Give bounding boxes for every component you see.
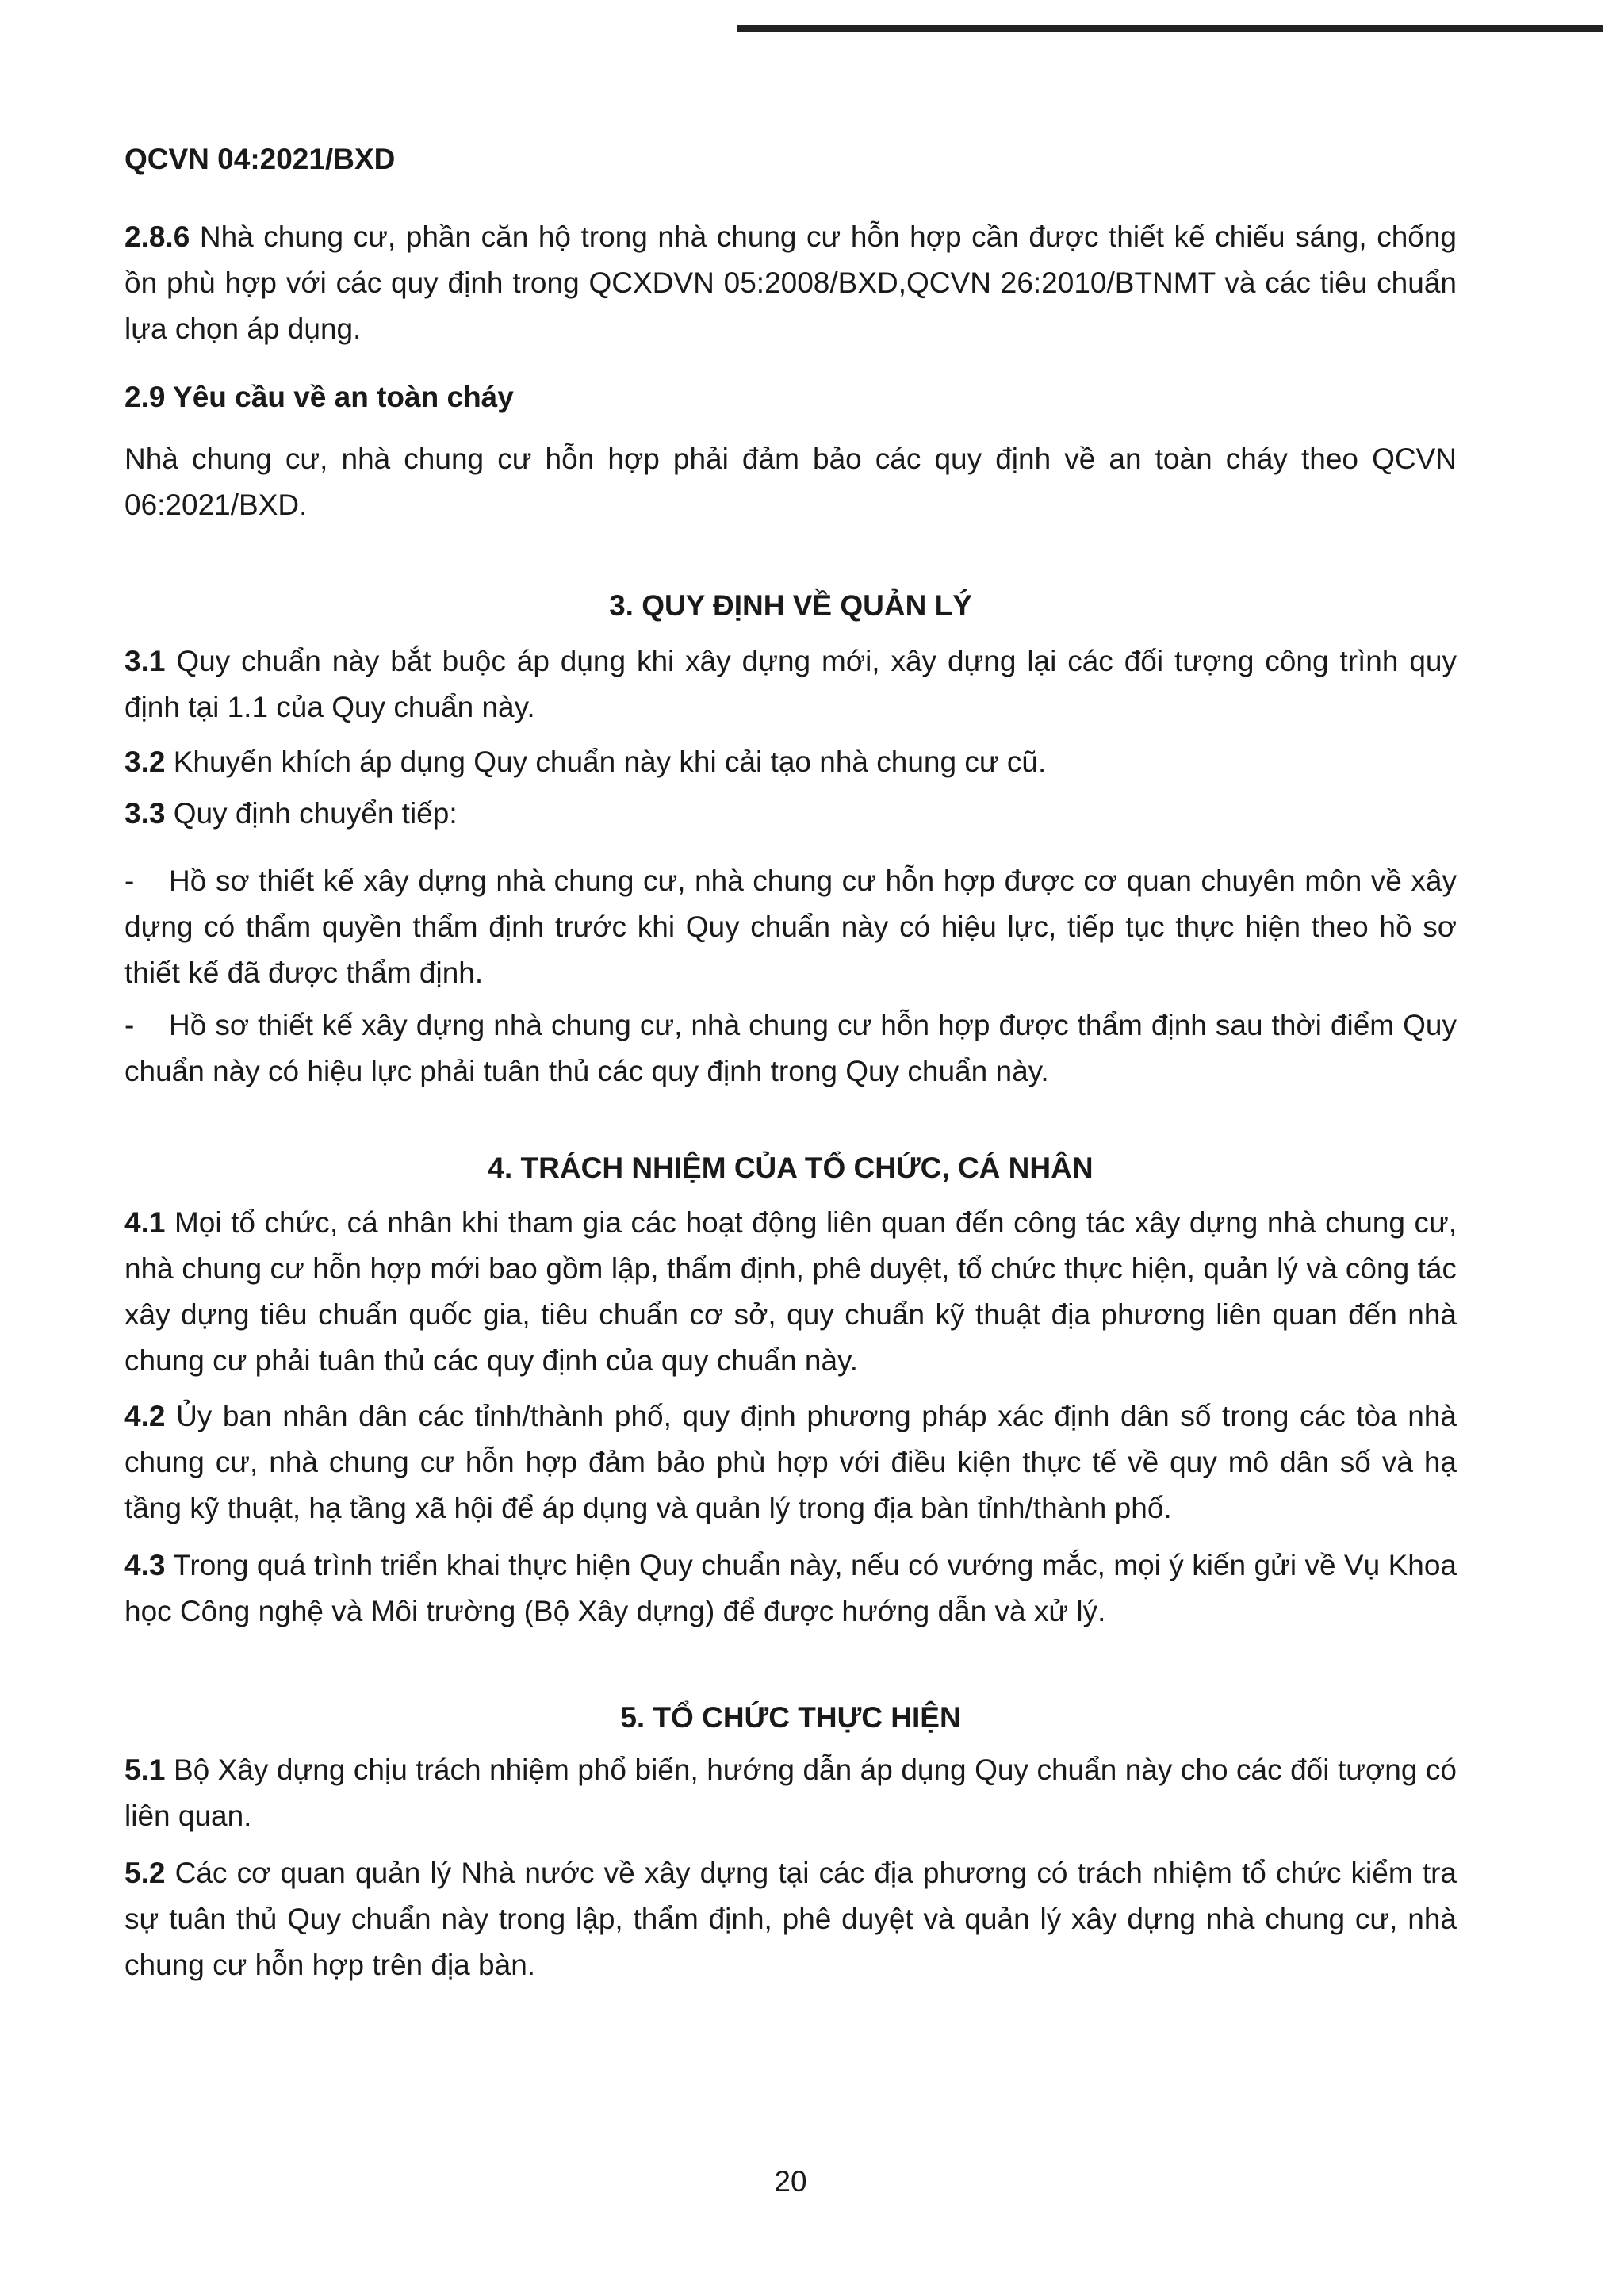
clause-2-8-6 — [124, 214, 1457, 352]
transition-item-2 — [124, 1002, 1457, 1094]
document-code: QCVN 04:2021/BXD — [124, 143, 396, 175]
dash-bullet: - — [124, 1009, 135, 1041]
dash-bullet: - — [124, 864, 135, 897]
clause-number: 5.1 — [124, 1754, 166, 1786]
clause-text: Quy định chuyển tiếp: — [173, 797, 458, 830]
section-4-title: 4. TRÁCH NHIỆM CỦA TỔ CHỨC, CÁ NHÂN — [488, 1152, 1094, 1184]
page-number: 20 — [774, 2165, 807, 2198]
clause-number: 2.8.6 — [124, 220, 190, 253]
clause-text: Khuyến khích áp dụng Quy chuẩn này khi cải tạo nhà chung cư cũ. — [173, 746, 1047, 778]
clause-text: Ủy ban nhân dân các tỉnh/thành phố, quy định phương pháp xác định dân số trong các tòa nhà chung cư, nhà chung cư hỗn hợp đảm bảo phù hợp với điều kiện thực tế về quy mô dân số và hạ tầng kỹ thuật, hạ tầng xã hội để áp dụng và quản lý trong địa bàn tỉnh/thành phố. — [124, 1400, 1457, 1524]
clause-text: Mọi tổ chức, cá nhân khi tham gia các hoạt động liên quan đến công tác xây dựng nhà chung cư, nhà chung cư hỗn hợp mới bao gồm lập, thẩm định, phê duyệt, tổ chức thực hiện, quản lý và công tác xây dựng tiêu chuẩn quốc gia, tiêu chuẩn cơ sở, quy chuẩn kỹ thuật địa phương liên quan đến nhà chung cư phải tuân thủ các quy định của quy chuẩn này. — [124, 1206, 1457, 1377]
clause-number: 4.2 — [124, 1400, 166, 1432]
clause-4-1 — [124, 1200, 1457, 1384]
item-text: Hồ sơ thiết kế xây dựng nhà chung cư, nhà chung cư hỗn hợp được cơ quan chuyên môn về xây dựng có thẩm quyền thẩm định trước khi Quy chuẩn này có hiệu lực, tiếp tục thực hiện theo hồ sơ thiết kế đã được thẩm định. — [124, 864, 1457, 989]
section-2-9-title: 2.9 Yêu cầu về an toàn cháy — [124, 381, 514, 413]
clause-number: 4.3 — [124, 1549, 166, 1581]
clause-number: 5.2 — [124, 1857, 166, 1889]
clause-3-2 — [124, 739, 1457, 785]
clause-number: 3.1 — [124, 645, 166, 677]
clause-5-1 — [124, 1747, 1457, 1839]
clause-text: Quy chuẩn này bắt buộc áp dụng khi xây dựng mới, xây dựng lại các đối tượng công trình quy định tại 1.1 của Quy chuẩn này. — [124, 645, 1457, 723]
clause-text: Trong quá trình triển khai thực hiện Quy chuẩn này, nếu có vướng mắc, mọi ý kiến gửi về Vụ Khoa học Công nghệ và Môi trường (Bộ Xây dựng) để được hướng dẫn và xử lý. — [124, 1549, 1457, 1627]
header-rule — [737, 25, 1603, 32]
transition-item-1 — [124, 858, 1457, 996]
clause-text: Nhà chung cư, phần căn hộ trong nhà chung cư hỗn hợp cần được thiết kế chiếu sáng, chống ồn phù hợp với các quy định trong QCXDVN 05:2008/BXD,QCVN 26:2010/BTNMT và các tiêu chuẩn lựa chọn áp dụng. — [124, 220, 1457, 345]
section-5-title: 5. TỔ CHỨC THỰC HIỆN — [620, 1701, 961, 1734]
section-2-9-text: Nhà chung cư, nhà chung cư hỗn hợp phải đảm bảo các quy định về an toàn cháy theo QCVN 06:2021/BXD. — [124, 443, 1457, 521]
item-text: Hồ sơ thiết kế xây dựng nhà chung cư, nhà chung cư hỗn hợp được thẩm định sau thời điểm Quy chuẩn này có hiệu lực phải tuân thủ các quy định trong Quy chuẩn này. — [124, 1009, 1457, 1087]
section-3-title: 3. QUY ĐỊNH VỀ QUẢN LÝ — [609, 589, 972, 622]
clause-number: 3.3 — [124, 797, 166, 830]
clause-4-3 — [124, 1543, 1457, 1635]
clause-number: 4.1 — [124, 1206, 166, 1239]
clause-5-2 — [124, 1850, 1457, 1988]
clause-text: Các cơ quan quản lý Nhà nước về xây dựng tại các địa phương có trách nhiệm tổ chức kiểm tra sự tuân thủ Quy chuẩn này trong lập, thẩm định, phê duyệt và quản lý xây dựng nhà chung cư, nhà chung cư hỗn hợp trên địa bàn. — [124, 1857, 1457, 1981]
clause-text: Bộ Xây dựng chịu trách nhiệm phổ biến, hướng dẫn áp dụng Quy chuẩn này cho các đối tượng có liên quan. — [124, 1754, 1457, 1832]
clause-3-3 — [124, 791, 1457, 837]
clause-3-1 — [124, 638, 1457, 730]
clause-number: 3.2 — [124, 746, 166, 778]
clause-4-2 — [124, 1393, 1457, 1531]
